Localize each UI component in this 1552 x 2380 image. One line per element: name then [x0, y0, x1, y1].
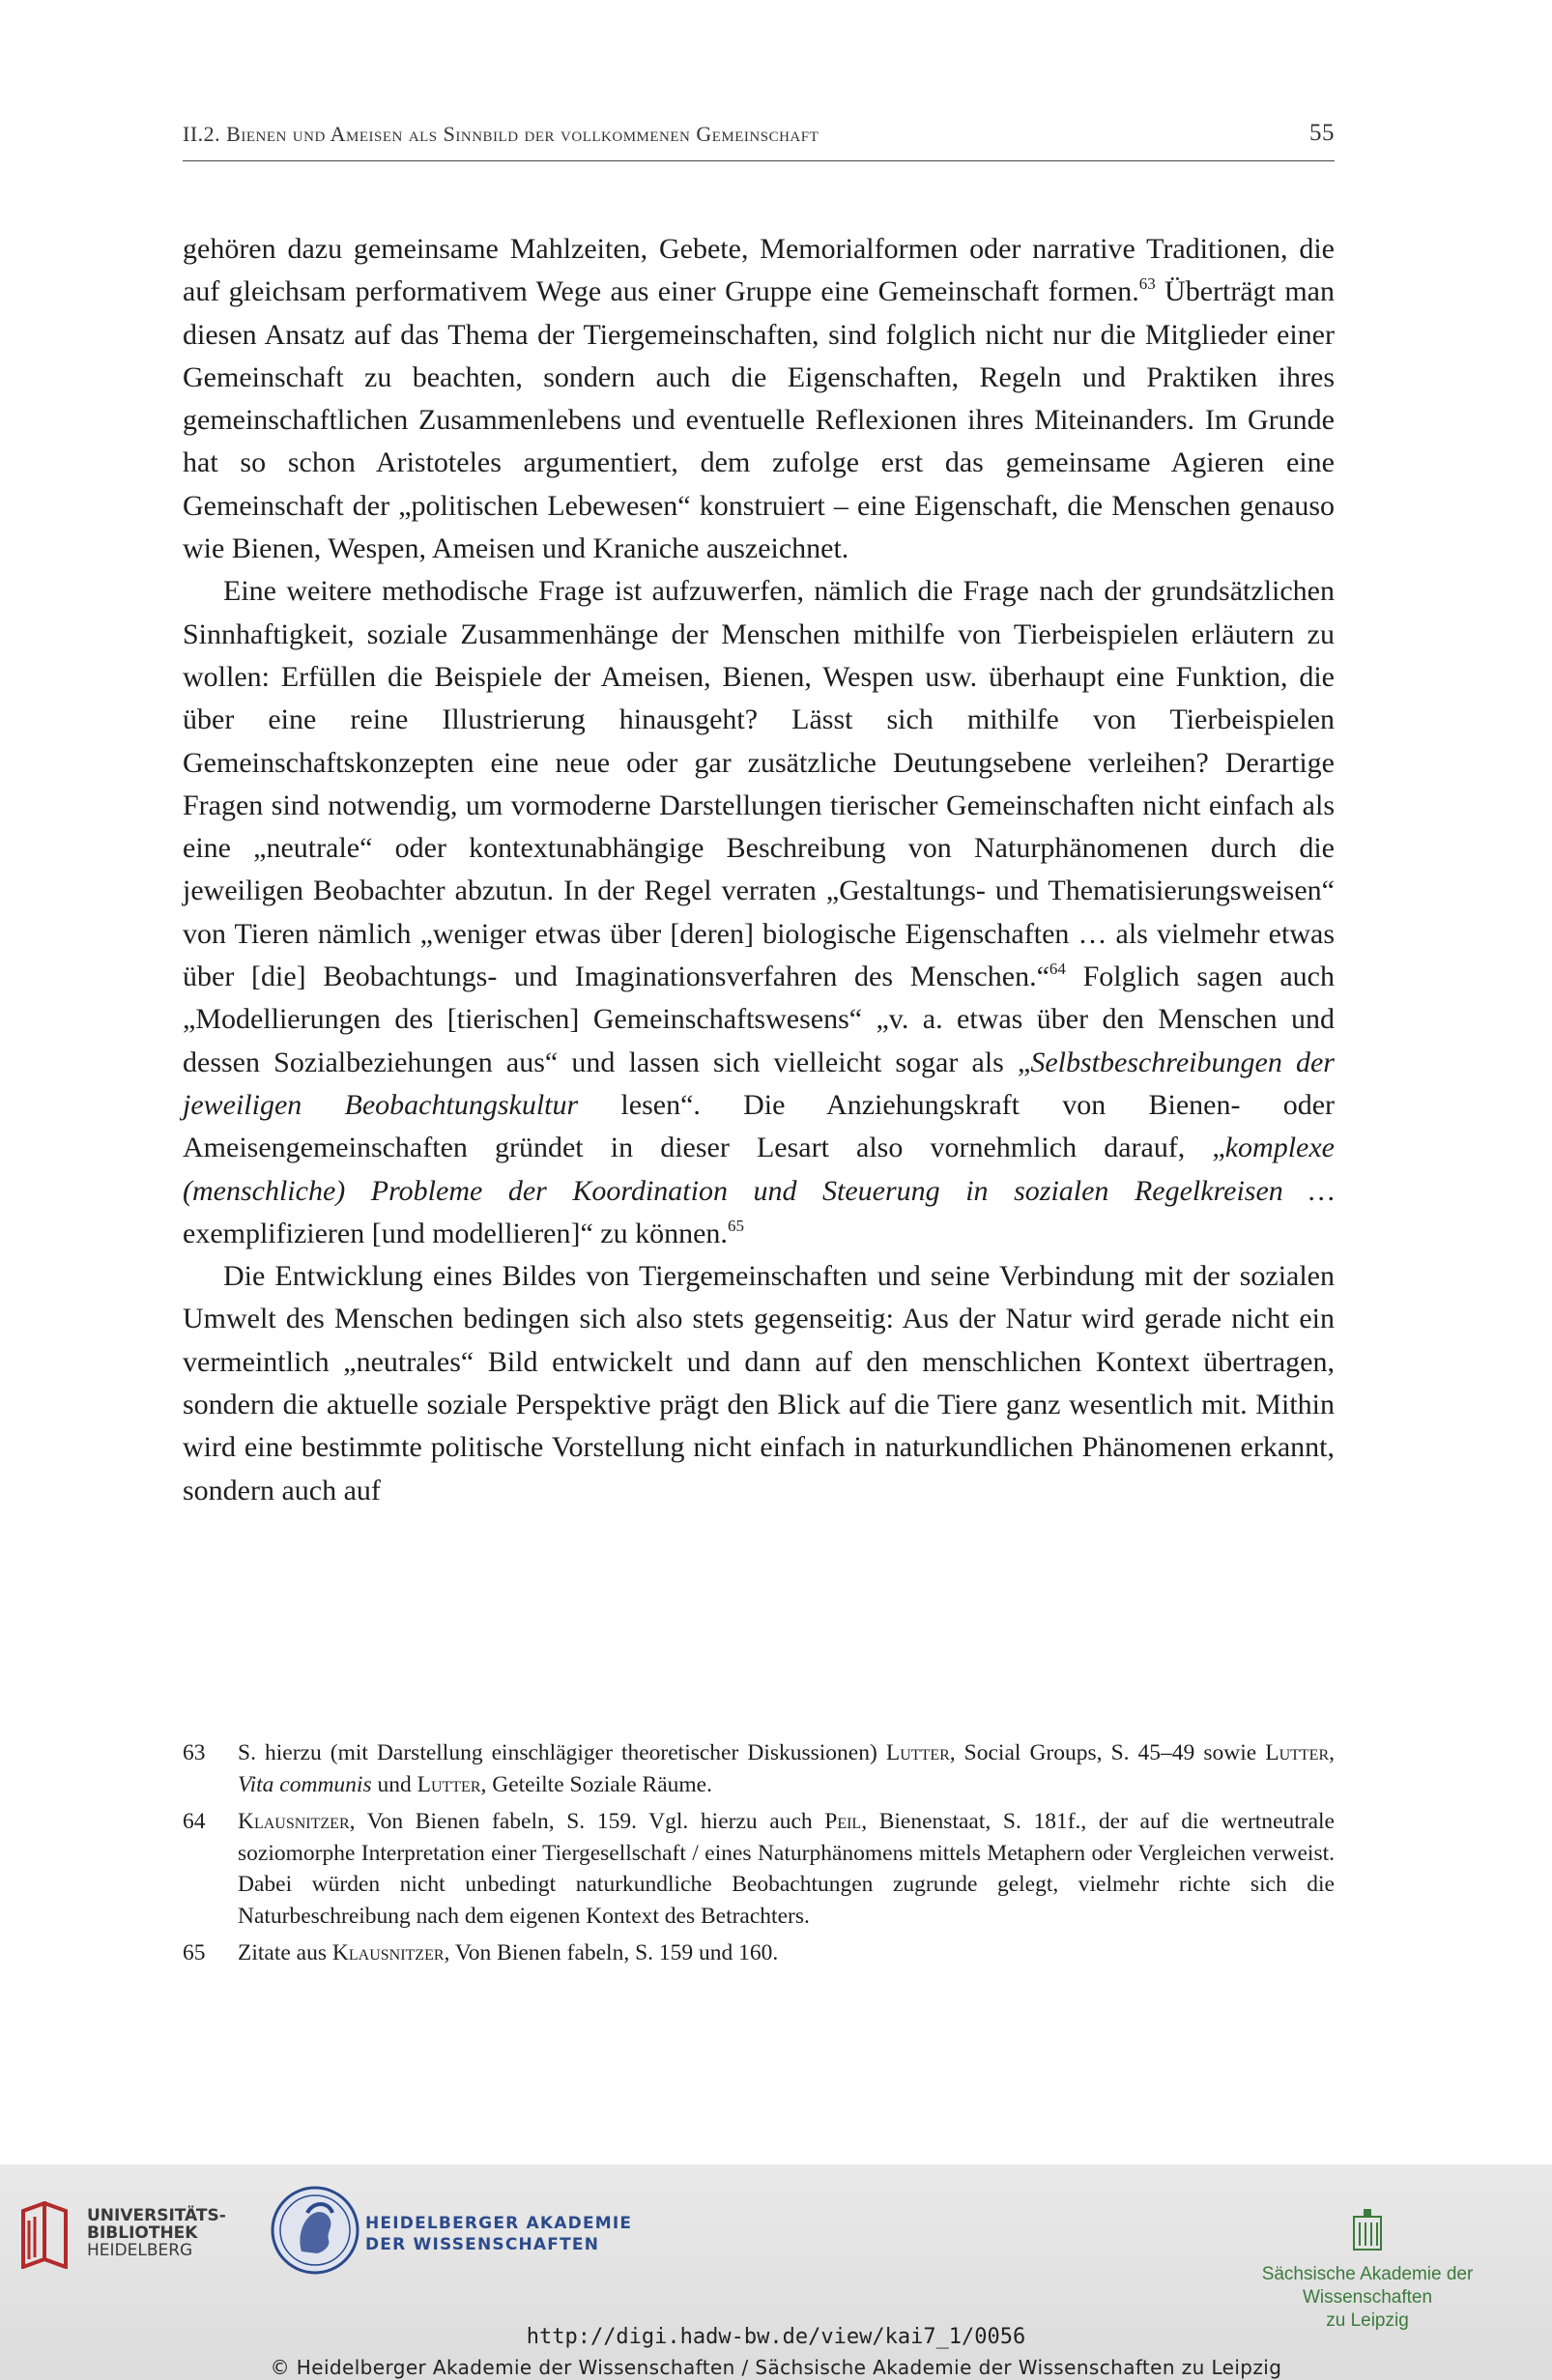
- main-text: [183, 228, 1335, 1512]
- text-run: Folglich sagen auch „Modellierungen des [tierischen] Gemeinschaftswesens“ „v. a. etwas über den Menschen und dessen Sozialbeziehungen aus“ und lassen sich vielleicht sogar als „: [183, 961, 1335, 1078]
- text-run: , Bienenstaat, S. 181f., der auf die wertneutrale soziomorphe Interpretation einer Tiergesellschaft / eines Naturphänomens mittels Metaphern oder Vergleichen verweist. Dabei würden nicht unbedingt naturkundliche Beobachtungen zugrunde gelegt, vielmehr richte sich die Naturbeschreibung nach dem eigenen Kontext des Betrachters.: [238, 1809, 1335, 1929]
- text-run: S. hierzu (mit Darstellung einschlägiger theoretischer Diskussionen): [238, 1740, 886, 1765]
- hadw-logo[interactable]: [269, 2184, 633, 2290]
- footnote-ref-64[interactable]: 64: [1049, 960, 1066, 979]
- footnotes: [183, 1737, 1335, 1975]
- footnote-ref-63[interactable]: 63: [1138, 274, 1156, 294]
- hadw-line: HEIDELBERGER AKADEMIE: [365, 2214, 633, 2233]
- ub-heidelberg-logo[interactable]: [15, 2194, 226, 2280]
- ub-logo-text: [87, 2206, 226, 2260]
- saw-logo-text: [1198, 2263, 1537, 2333]
- italic-title: Vita communis: [238, 1771, 372, 1797]
- hadw-logo-text: [365, 2213, 632, 2255]
- text-run: ,: [1329, 1740, 1335, 1765]
- text-run: lesen“. Die Anziehungskraft von Bienen- oder Ameisengemeinschaften gründet in dieser Lesart also vornehmlich darauf, „: [183, 1088, 1335, 1164]
- saw-line: Sächsische Akademie der Wissenschaften: [1261, 2264, 1474, 2308]
- footnote-ref-65[interactable]: 65: [727, 1216, 744, 1235]
- text-run: exemplifizieren [und modellieren]“ zu können.: [183, 1217, 728, 1249]
- digitization-footer: [0, 2165, 1552, 2380]
- saw-building-icon: [1348, 2207, 1387, 2253]
- footnote-65: [183, 1937, 1335, 1969]
- athena-seal-icon: [269, 2184, 361, 2277]
- footnote-number: 63: [183, 1740, 206, 1765]
- paragraph-1: [183, 228, 1335, 570]
- paragraph-3: [183, 1255, 1335, 1512]
- text-run: , Social Groups, S. 45–49 sowie: [949, 1740, 1266, 1765]
- page-number: 55: [1309, 120, 1335, 146]
- text-run: , Von Bienen fabeln, S. 159 und 160.: [444, 1940, 779, 1965]
- saw-line: zu Leipzig: [1326, 2310, 1409, 2331]
- text-run: , Geteilte Soziale Räume.: [480, 1771, 712, 1797]
- paragraph-2: [183, 570, 1335, 1255]
- chapter-title: II.2. Bienen und Ameisen als Sinnbild der vollkommenen Gemeinschaft: [183, 122, 819, 146]
- hadw-line: DER WISSENSCHAFTEN: [365, 2235, 600, 2254]
- footnote-number: 64: [183, 1809, 206, 1834]
- saw-leipzig-logo[interactable]: [1198, 2207, 1537, 2333]
- text-run: Die Entwicklung eines Bildes von Tiergemeinschaften und seine Verbindung mit der sozialen Umwelt des Menschen bedingen sich also stets gegenseitig: Aus der Natur wird gerade nicht ein vermeintlich „neutrales“ Bild entwickelt und dann auf den menschlichen Kontext übertragen, sondern die aktuelle soziale Perspektive prägt den Blick auf die Tiere ganz wesentlich mit. Mithin wird eine bestimmte politische Vorstellung nicht einfach in naturkundlichen Phänomenen erkannt, sondern auch auf: [183, 1260, 1335, 1506]
- ub-line: BIBLIOTHEK: [87, 2223, 198, 2243]
- ub-line: UNIVERSITÄTS-: [87, 2206, 226, 2225]
- text-run: Zitate aus: [238, 1940, 332, 1965]
- author-name: Lutter: [885, 1740, 950, 1765]
- copyright-notice: © Heidelberger Akademie der Wissenschaften / Sächsische Akademie der Wissenschaften zu Leipzig: [270, 2356, 1282, 2379]
- text-run: Überträgt man diesen Ansatz auf das Thema der Tiergemeinschaften, sind folglich nicht nur die Mitglieder einer Gemeinschaft zu beachten, sondern auch die Eigenschaften, Regeln und Praktiken ihres gemeinschaftlichen Zusammenlebens und eventuelle Reflexionen ihres Miteinanders. Im Grunde hat so schon Aristoteles argumentiert, dem zufolge erst das gemeinsame Agieren eine Gemeinschaft der „politischen Lebewesen“ konstruiert – eine Eigenschaft, die Menschen genauso wie Bienen, Wespen, Ameisen und Kraniche auszeichnet.: [183, 275, 1335, 565]
- footnote-64: [183, 1806, 1335, 1932]
- permalink-url[interactable]: http://digi.hadw-bw.de/view/kai7_1/0056: [526, 2325, 1026, 2349]
- author-name: Klausnitzer: [238, 1809, 350, 1834]
- italic-quote: komplexe (menschliche) Probleme der Koordination und Steuerung in sozialen Regelkreisen …: [183, 1132, 1335, 1207]
- footnote-number: 65: [183, 1940, 206, 1965]
- author-name: Lutter: [1265, 1740, 1330, 1765]
- footnote-63: [183, 1737, 1335, 1800]
- text-run: und: [371, 1771, 417, 1797]
- ub-line: HEIDELBERG: [87, 2241, 193, 2260]
- text-run: , Von Bienen fabeln, S. 159. Vgl. hierzu auch: [349, 1809, 825, 1834]
- author-name: Lutter: [417, 1771, 481, 1797]
- text-run: gehören dazu gemeinsame Mahlzeiten, Gebete, Memorialformen oder narrative Traditionen, die auf gleichsam performativem Wege aus einer Gruppe eine Gemeinschaft formen.: [183, 233, 1335, 308]
- italic-quote: Selbstbeschreibungen der jeweiligen Beobachtungskultur: [183, 1046, 1335, 1121]
- running-head: [183, 118, 1335, 161]
- author-name: Peil: [824, 1809, 862, 1834]
- ub-logo-icon: [15, 2201, 73, 2269]
- text-run: Eine weitere methodische Frage ist aufzuwerfen, nämlich die Frage nach der grundsätzlichen Sinnhaftigkeit, soziale Zusammenhänge der Menschen mithilfe von Tierbeispielen erläutern zu wollen: Erfüllen die Beispiele der Ameisen, Bienen, Wespen usw. überhaupt eine Funktion, die über eine reine Illustrierung hinausgeht? Lässt sich mithilfe von Tierbeispielen Gemeinschaftskonzepten eine neue oder gar zusätzliche Deutungsebene verleihen? Derartige Fragen sind notwendig, um vormoderne Darstellungen tierischer Gemeinschaften nicht einfach als eine „neutrale“ oder kontextunabhängige Beschreibung von Naturphänomenen durch die jeweiligen Beobachter abzutun. In der Regel verraten „Gestaltungs- und Thematisierungsweisen“ von Tieren nämlich „weniger etwas über [deren] biologische Eigenschaften … als vielmehr etwas über [die] Beobachtungs- und Imaginationsverfahren des Menschen.“: [183, 575, 1335, 993]
- author-name: Klausnitzer: [331, 1940, 445, 1965]
